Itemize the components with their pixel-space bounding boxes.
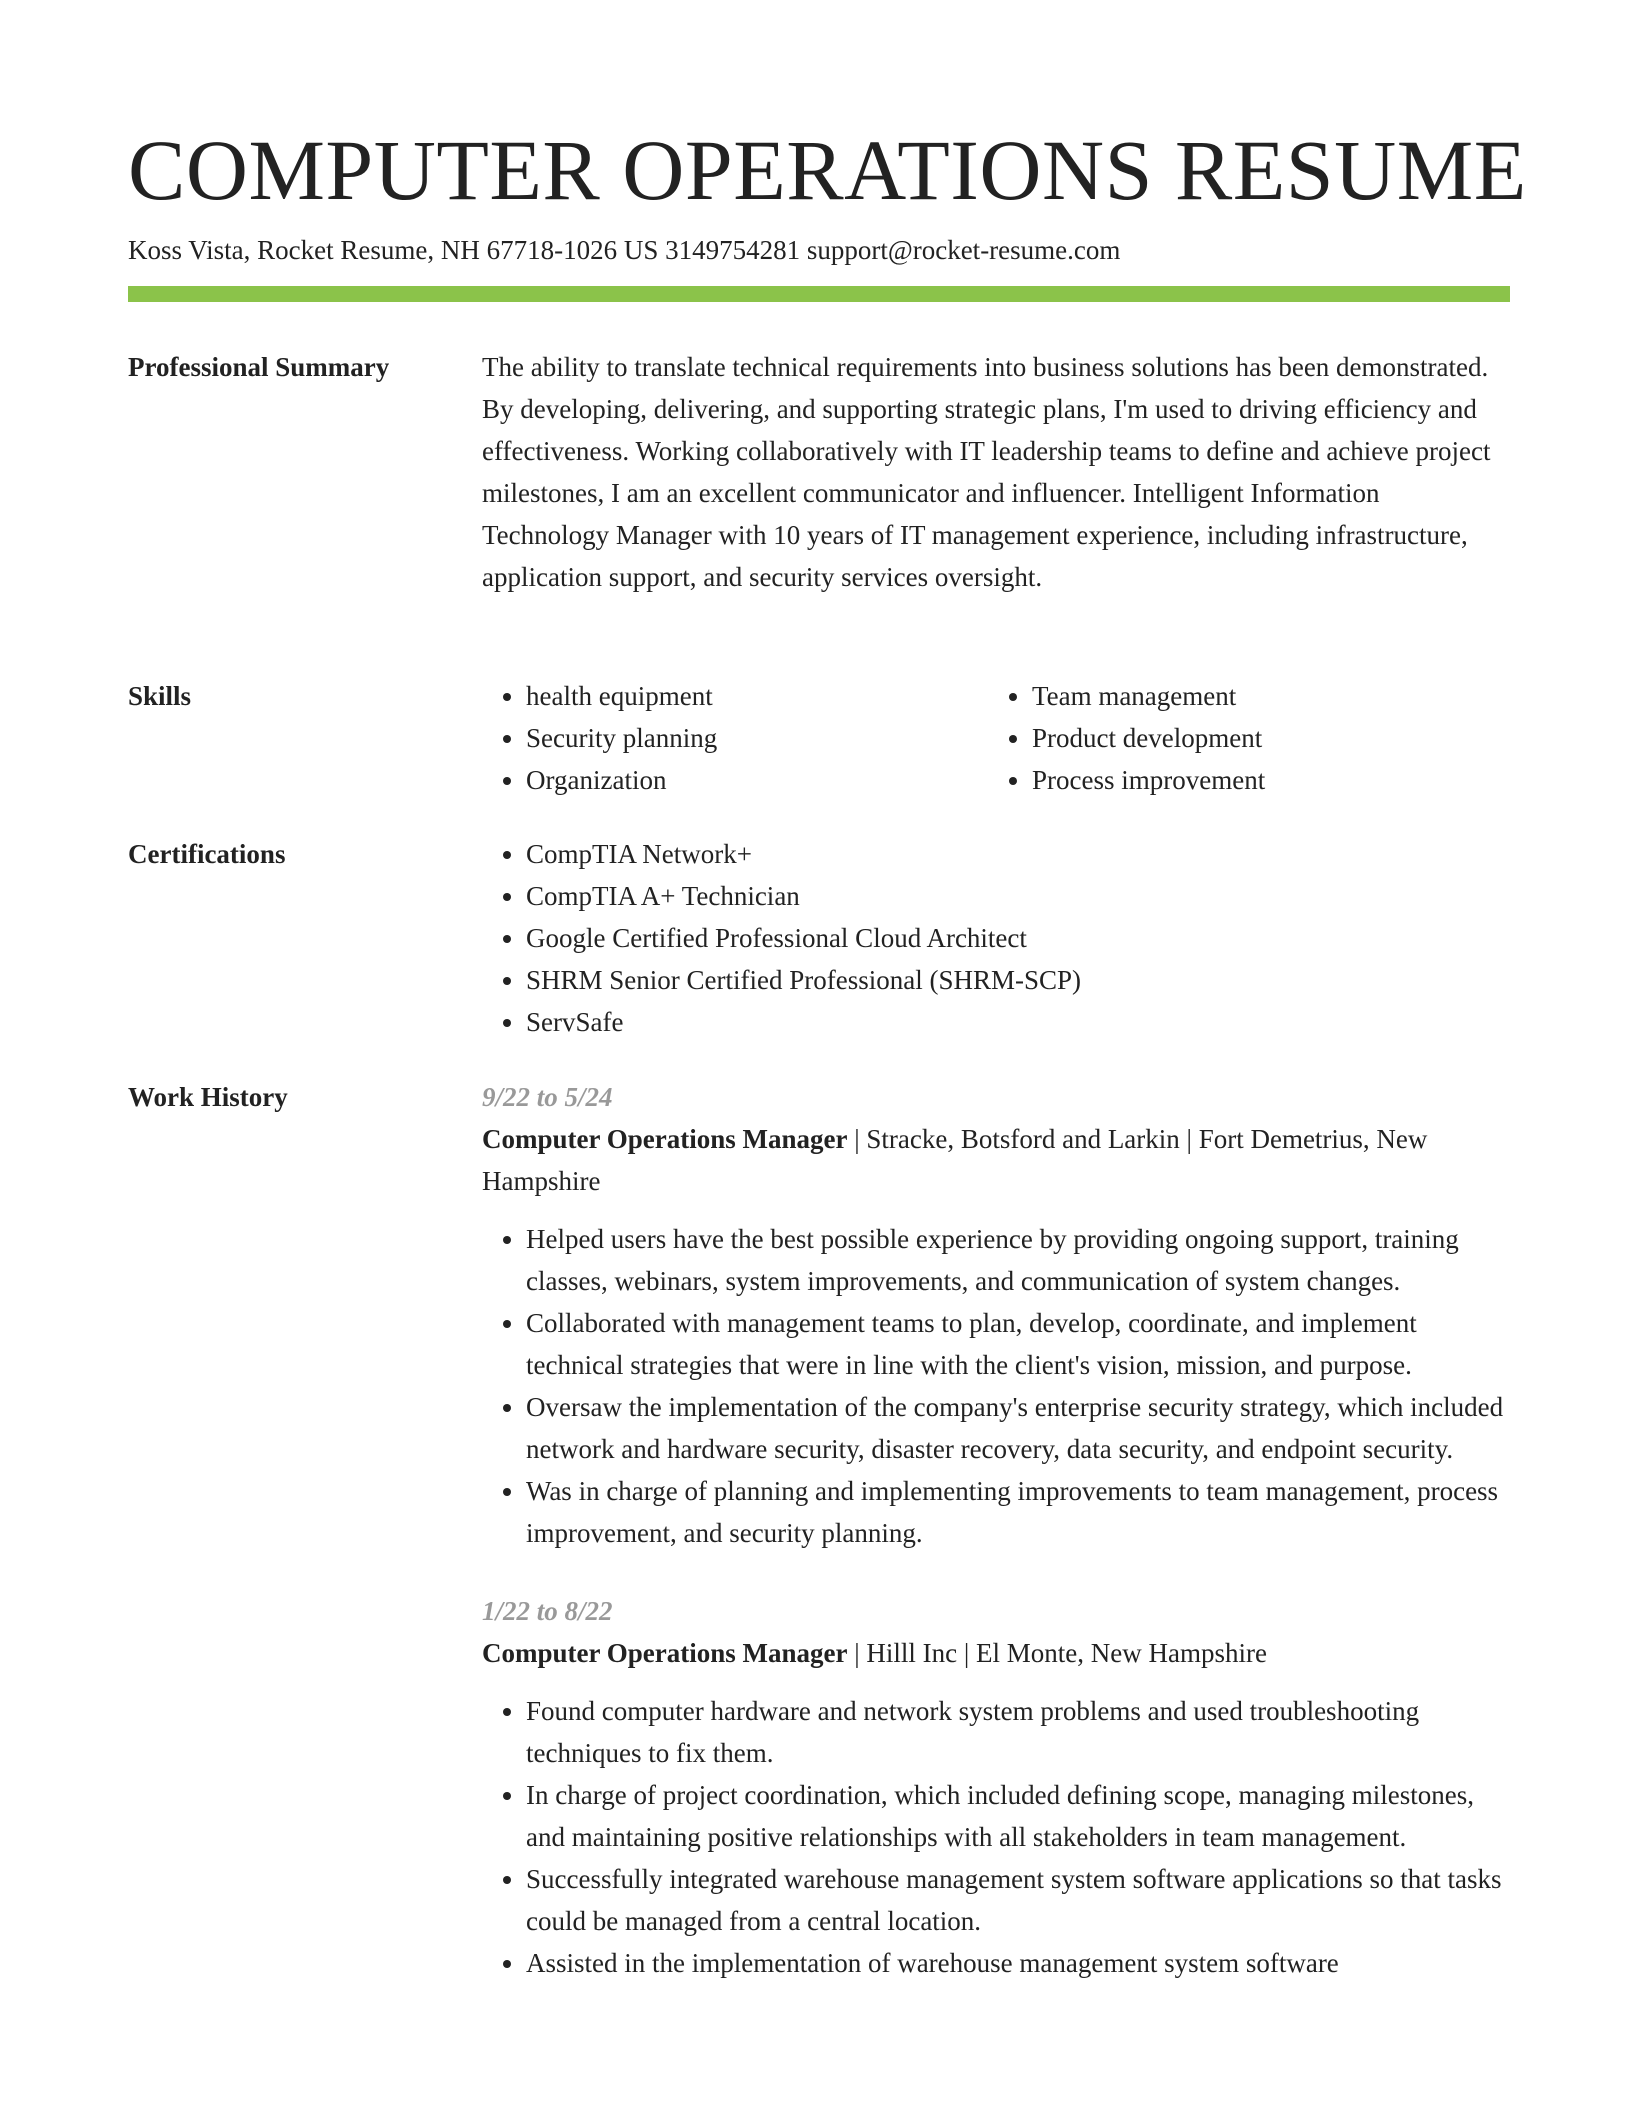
job-separator: | bbox=[847, 1124, 867, 1154]
job-company: Stracke, Botsford and Larkin bbox=[866, 1124, 1180, 1154]
certifications-heading: Certifications bbox=[128, 839, 286, 869]
certification-item: • ServSafe bbox=[526, 1001, 1510, 1043]
job-bullet: • Assisted in the implementation of warehouse management system software bbox=[526, 1942, 1510, 1984]
certification-item: • CompTIA A+ Technician bbox=[526, 875, 1510, 917]
certifications-body bbox=[482, 833, 1510, 1043]
job-title: Computer Operations Manager bbox=[482, 1638, 848, 1668]
skill-item: • Process improvement bbox=[1032, 759, 1494, 801]
skill-item: • Product development bbox=[1032, 717, 1494, 759]
job-bullet: • Helped users have the best possible experience by providing ongoing support, training classes, webinars, system improvements, and communication of system changes. bbox=[526, 1218, 1510, 1302]
certification-item: • Google Certified Professional Cloud Architect bbox=[526, 917, 1510, 959]
job-location: Fort Demetrius, New Hampshire bbox=[482, 1124, 1428, 1196]
job-separator: | bbox=[957, 1638, 977, 1668]
job-bullet: • Successfully integrated warehouse management system software applications so that tasks could be managed from a central location. bbox=[526, 1858, 1510, 1942]
job-entry bbox=[482, 1590, 1510, 1984]
job-separator: | bbox=[1179, 1124, 1199, 1154]
job-company: Hilll Inc bbox=[866, 1638, 958, 1668]
job-bullet: • Was in charge of planning and implementing improvements to team management, process improvement, and security planning. bbox=[526, 1470, 1510, 1554]
job-bullets bbox=[482, 1218, 1510, 1554]
certifications-list bbox=[482, 833, 1510, 1043]
skills-list-right bbox=[988, 675, 1494, 801]
certification-item: • CompTIA Network+ bbox=[526, 833, 1510, 875]
job-header bbox=[482, 1118, 1510, 1202]
skill-item: • Security planning bbox=[526, 717, 988, 759]
summary-text: The ability to translate technical requirements into business solutions has been demonstrated. By developing, delivering, and supporting strategic plans, I'm used to driving efficiency and effectiveness. Working collaboratively with IT leadership teams to define and achieve project milestones, I am an excellent communicator and influencer. Intelligent Information Technology Manager with 10 years of IT management experience, including infrastructure, application support, and security services oversight. bbox=[482, 352, 1491, 592]
job-location: El Monte, New Hampshire bbox=[976, 1638, 1267, 1668]
skill-item: • Team management bbox=[1032, 675, 1494, 717]
certification-item: • SHRM Senior Certified Professional (SHRM-SCP) bbox=[526, 959, 1510, 1001]
job-bullet: • Oversaw the implementation of the company's enterprise security strategy, which included network and hardware security, disaster recovery, data security, and endpoint security. bbox=[526, 1386, 1510, 1470]
job-bullet: • In charge of project coordination, which included defining scope, managing milestones, and maintaining positive relationships with all stakeholders in team management. bbox=[526, 1774, 1510, 1858]
work-history-heading: Work History bbox=[128, 1082, 288, 1112]
skills-body bbox=[482, 675, 1510, 801]
job-title: Computer Operations Manager bbox=[482, 1124, 848, 1154]
job-separator: | bbox=[847, 1638, 867, 1668]
skills-heading: Skills bbox=[128, 681, 192, 711]
resume-title: COMPUTER OPERATIONS RESUME bbox=[128, 122, 1527, 218]
skills-list-left bbox=[482, 675, 988, 801]
skill-item: • health equipment bbox=[526, 675, 988, 717]
summary-heading: Professional Summary bbox=[128, 352, 390, 382]
accent-divider bbox=[128, 286, 1510, 302]
work-history-body bbox=[482, 1076, 1510, 2020]
job-bullets bbox=[482, 1690, 1510, 1984]
job-bullet: • Found computer hardware and network system problems and used troubleshooting techniques to fix them. bbox=[526, 1690, 1510, 1774]
skill-item: • Organization bbox=[526, 759, 988, 801]
job-bullet: • Collaborated with management teams to plan, develop, coordinate, and implement technical strategies that were in line with the client's vision, mission, and purpose. bbox=[526, 1302, 1510, 1386]
contact-line: Koss Vista, Rocket Resume, NH 67718-1026 US 3149754281 support@rocket-resume.com bbox=[128, 235, 1121, 265]
summary-body bbox=[482, 346, 1510, 598]
job-dates: 9/22 to 5/24 bbox=[482, 1082, 613, 1112]
job-header bbox=[482, 1632, 1510, 1674]
job-entry bbox=[482, 1076, 1510, 1554]
job-dates: 1/22 to 8/22 bbox=[482, 1596, 613, 1626]
